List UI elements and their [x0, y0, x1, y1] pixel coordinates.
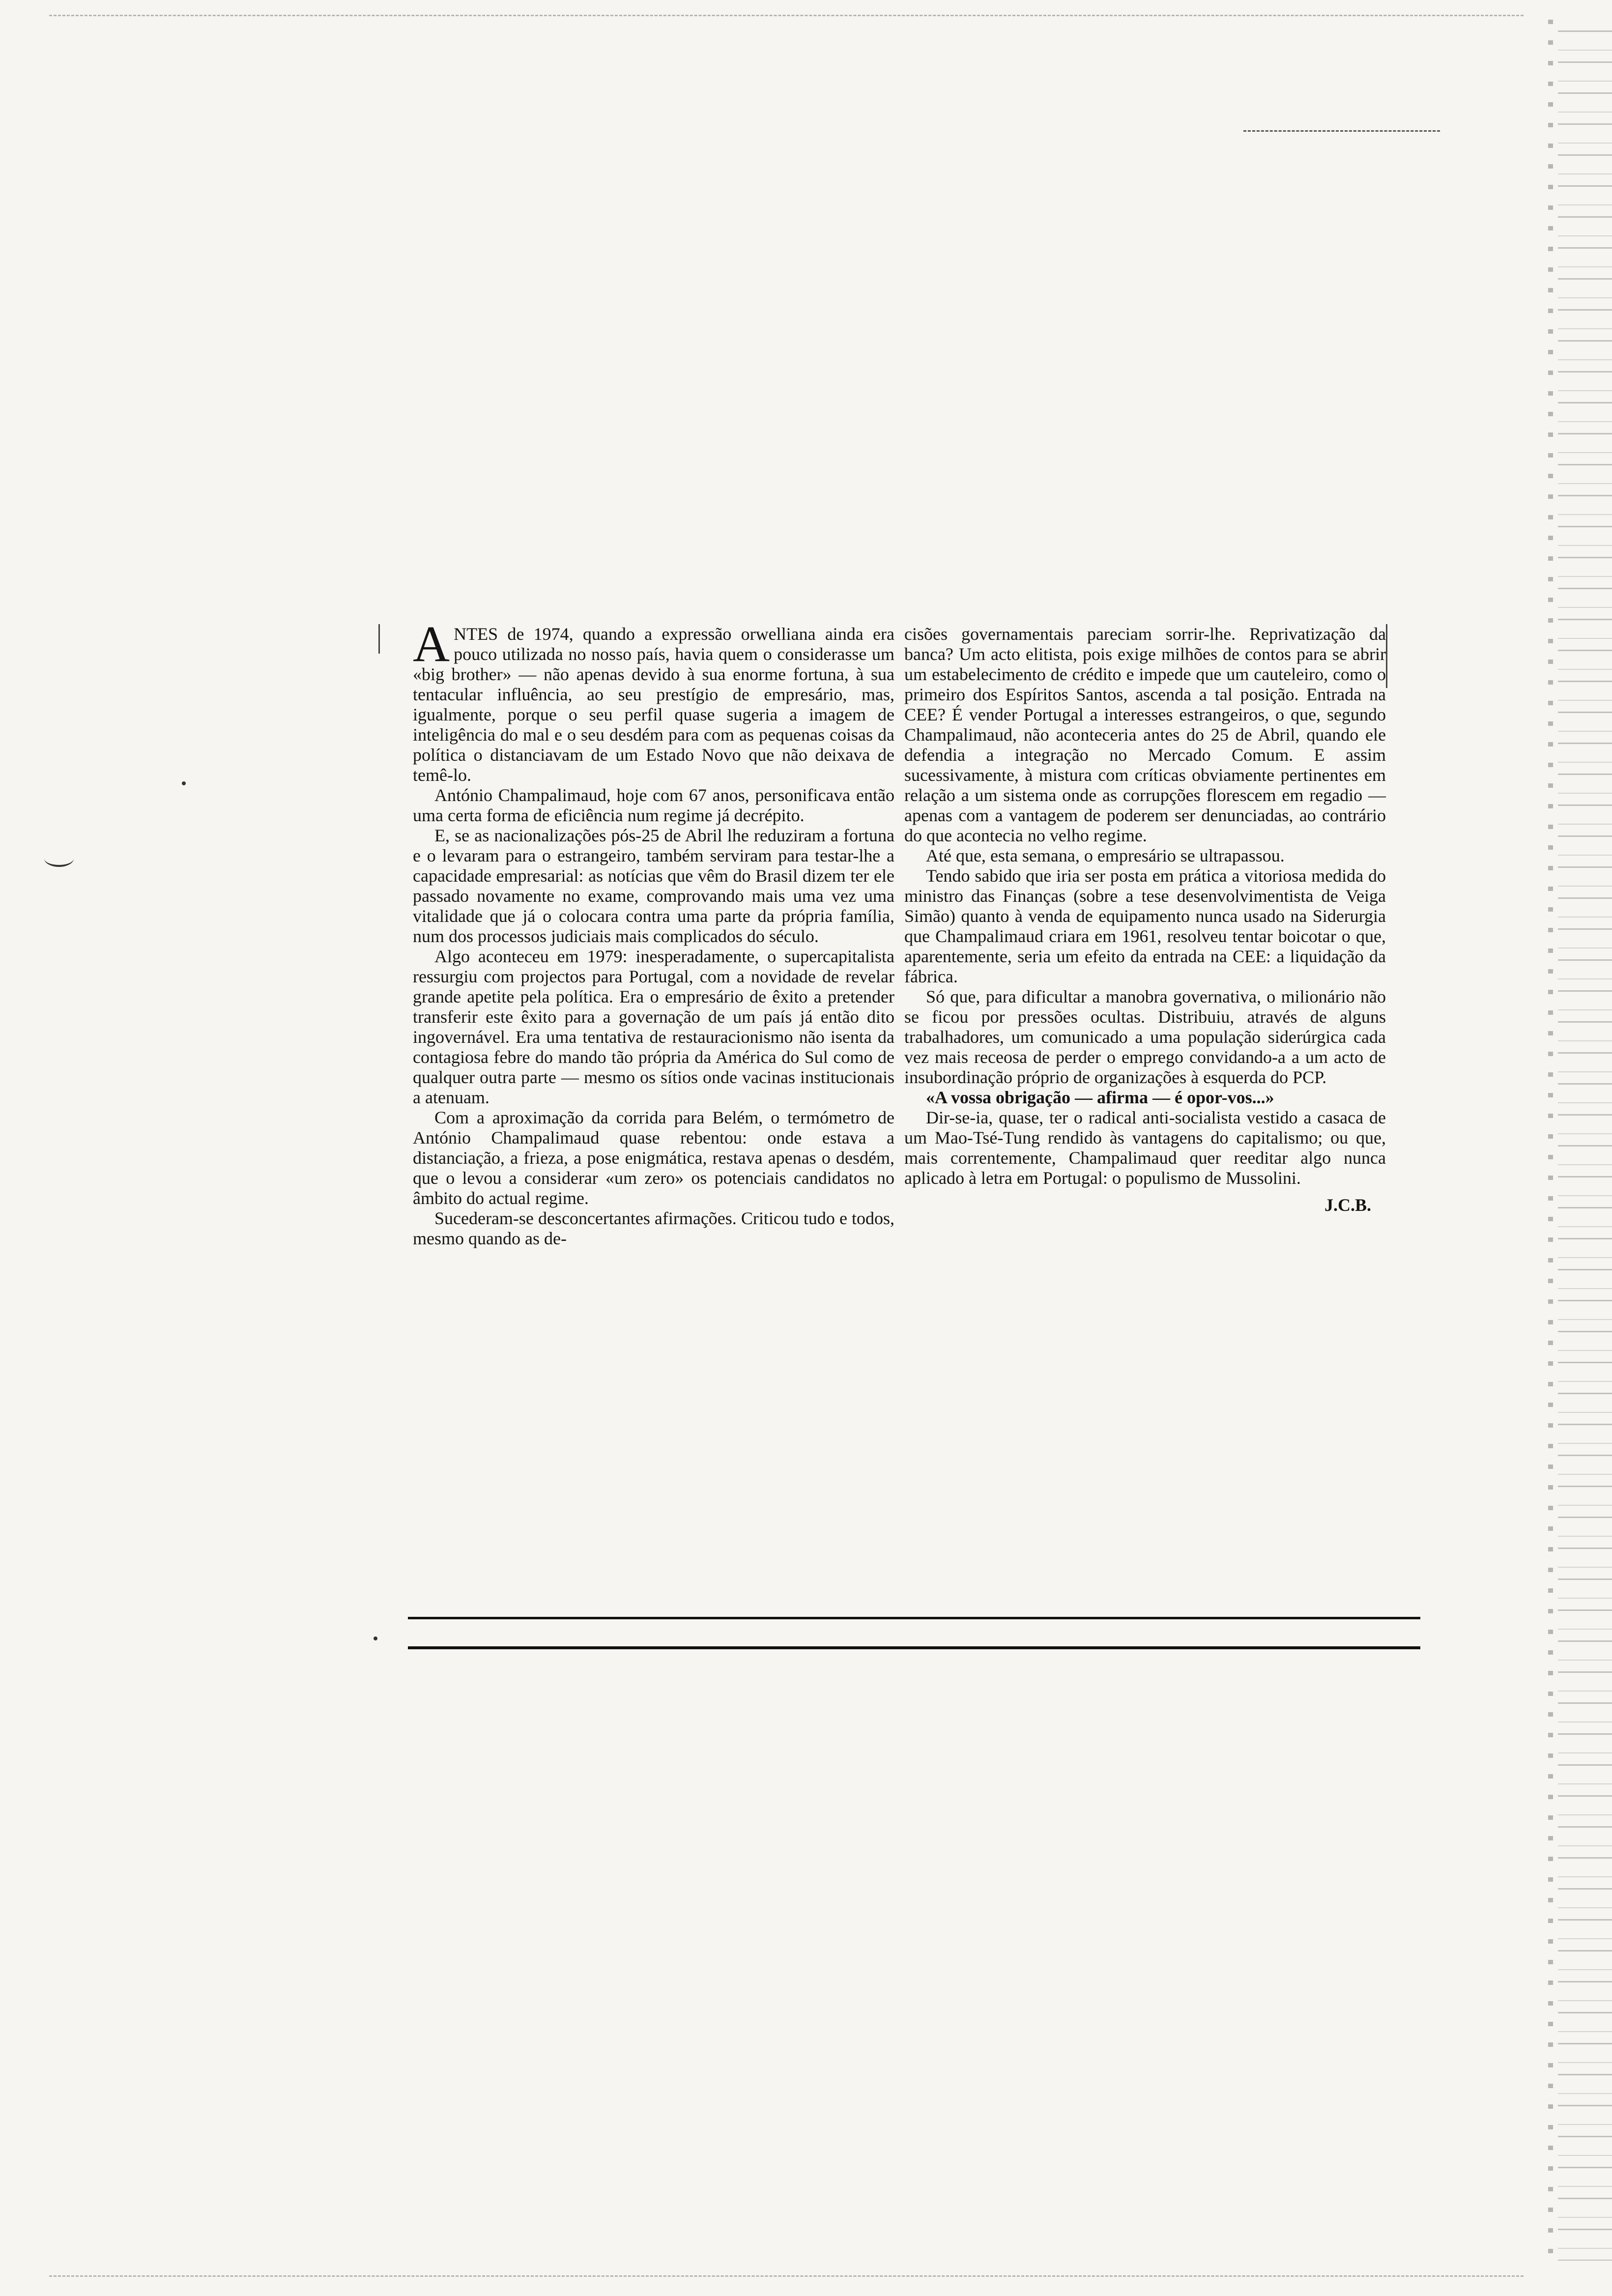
article-paragraph: Até que, esta semana, o empresário se ultrapassou. [926, 846, 1285, 865]
scan-speck [374, 1636, 377, 1640]
scan-noise-top [49, 15, 1524, 16]
clipping-edge-left [378, 624, 380, 654]
scan-speck [182, 781, 186, 785]
article-column-right [904, 624, 1386, 1215]
article-paragraph: Algo aconteceu em 1979: inesperadamente, o supercapitalista ressurgiu com projectos para Portugal, com a novidade de revelar grande apetite pela política. Era o empresário de êxito a pretender transferir este êxito para a governação de um país já então dito ingovernável. Era uma tentativa de restauracionismo não isenta da contagiosa febre do mando tão própria da América do Sul como de qualquer outra parte — mesmo os sítios onde vacinas institucionais a atenuam. [413, 947, 894, 1107]
article-paragraph: Com a aproximação da corrida para Belém, o termómetro de António Champalimaud quase rebentou: onde estava a distanciação, a frieza, a pose enigmática, restava apenas o desdém, que o levou a considerar «um zero» os potenciais candidatos no âmbito do actual regime. [413, 1108, 894, 1208]
newspaper-clipping [374, 616, 1415, 1602]
article-paragraph: Só que, para dificultar a manobra governativa, o milionário não se ficou por pressões ocultas. Distribuiu, através de alguns trabalhadores, um comunicado a uma população siderúrgica cada vez mais receosa de perder o emprego convidando-a a um acto de insubordinação próprio de organizações à esquerda do PCP. [904, 987, 1386, 1087]
scan-edge-right [1558, 20, 1612, 2261]
article-paragraph: E, se as nacionalizações pós-25 de Abril lhe reduziram a fortuna e o levaram para o estrangeiro, também serviram para testar-lhe a capacidade empresarial: as notícias que vêm do Brasil dizem ter ele passado novamente no exame, comprovando mais uma vez uma vitalidade que já o colocara contra uma parte da própria família, num dos processos judiciais mais complicados do século. [413, 826, 894, 946]
author-signature: J.C.B. [1324, 1195, 1371, 1215]
article-paragraph: António Champalimaud, hoje com 67 anos, personificava então uma certa forma de eficiência num regime já decrépito. [413, 785, 894, 825]
drop-cap: A [413, 616, 450, 672]
scan-noise-bottom [49, 2275, 1524, 2277]
scan-mark [1243, 130, 1440, 132]
bottom-rule [408, 1617, 1420, 1619]
clipping-edge-right [1386, 624, 1387, 688]
article-paragraph: cisões governamentais pareciam sorrir-lhe. Reprivatização da banca? Um acto elitista, pois exige milhões de contos para se abrir um estabelecimento de crédito e impede que um cauteleiro, como o primeiro dos Espíritos Santos, ascenda a tal posição. Entrada na CEE? É vender Portugal a interesses estrangeiros, o que, segundo Champalimaud, não aconteceria antes do 25 de Abril, quando ele defendia a integração no Mercado Comum. E assim sucessivamente, à mistura com críticas obviamente pertinentes em relação a um sistema onde as corrupções florescem em regadio — apenas com a vantagem de poderem ser denunciadas, ao contrário do que acontecia no velho regime. [904, 624, 1386, 845]
article-paragraph: Tendo sabido que iria ser posta em prática a vitoriosa medida do ministro das Finanças (sobre a tese desenvolvimentista de Veiga Simão) quanto à venda de equipamento nunca usado na Siderurgia que Champalimaud criara em 1961, resolveu tentar boicotar o que, aparentemente, seria um efeito da entrada na CEE: a liquidação da fábrica. [904, 866, 1386, 986]
article-column-left [413, 616, 894, 1249]
scan-edge-right-marks [1548, 20, 1553, 2261]
scan-mark [44, 850, 74, 867]
article-paragraph: Dir-se-ia, quase, ter o radical anti-socialista vestido a casaca de um Mao-Tsé-Tung rendido às vantagens do capitalismo; ou que, mais correntemente, Champalimaud quer reeditar algo nunca aplicado à letra em Portugal: o populismo de Mussolini. [904, 1108, 1386, 1188]
article-paragraph: Sucederam-se desconcertantes afirmações. Criticou tudo e todos, mesmo quando as de- [413, 1208, 894, 1248]
bottom-rule-thick [408, 1646, 1420, 1649]
article-paragraph: ANTES de 1974, quando a expressão orwelliana ainda era pouco utilizada no nosso país, havia quem o considerasse um «big brother» — não apenas devido à sua enorme fortuna, à sua tentacular influência, ao seu prestígio de empresário, mas, igualmente, porque o seu perfil quase sugeria a imagem de inteligência do mal e o seu desdém para com as pequenas coisas da política o distanciavam de um Estado Novo que não deixava de temê-lo. [413, 616, 894, 785]
article-quote: «A vossa obrigação — afirma — é opor-vos...» [926, 1088, 1274, 1107]
